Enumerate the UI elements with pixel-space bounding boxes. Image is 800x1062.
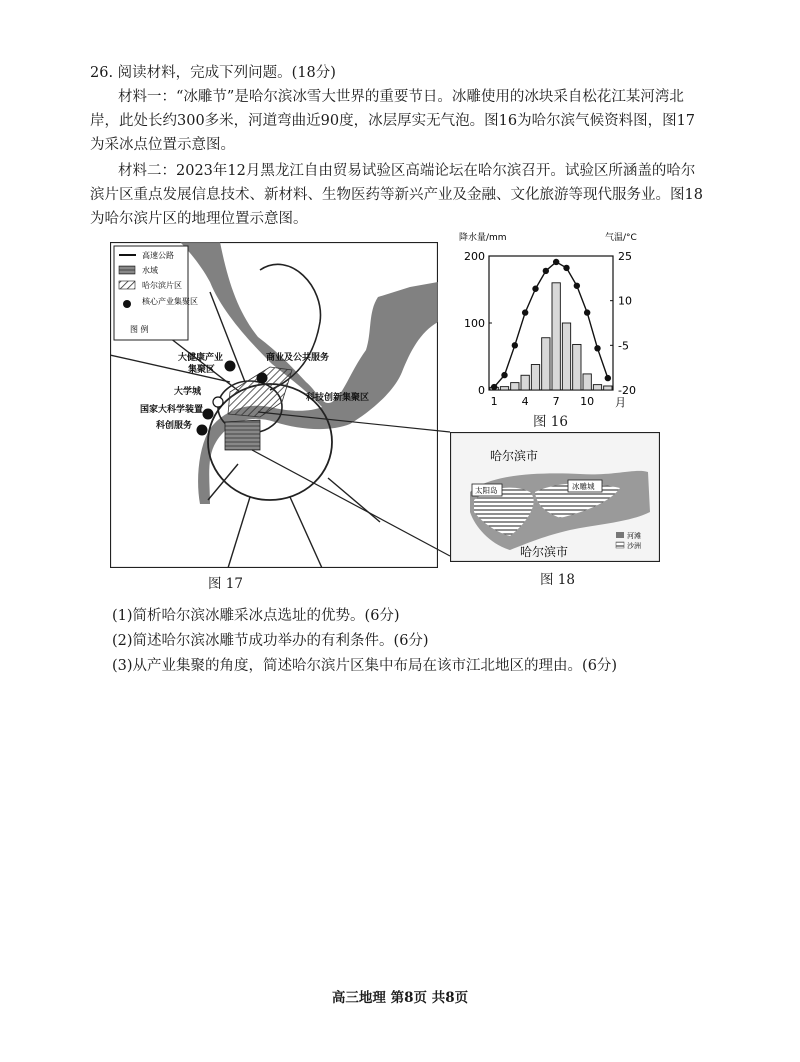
material1-line1: 材料一：“冰雕节”是哈尔滨冰雪大世界的重要节日。冰雕使用的冰块采自松花江某河湾北 bbox=[118, 89, 684, 105]
material2-line2: 滨片区重点发展信息技术、新材料、生物医药等新兴产业及金融、文化旅游等现代服务业。图18 bbox=[90, 187, 703, 203]
fig18-legend-1: 河滩 bbox=[627, 532, 641, 540]
material2-line1: 材料二：2023年12月黑龙江自由贸易试验区高端论坛在哈尔滨召开。试验区所涵盖的哈尔 bbox=[118, 163, 696, 179]
fig17-caption: 图 17 bbox=[208, 576, 243, 592]
right-tick-label: 25 bbox=[618, 250, 632, 263]
legend-highway: 高速公路 bbox=[142, 251, 174, 260]
fig16-left-axis-title: 降水量/mm bbox=[459, 233, 507, 243]
fig18-location-map bbox=[450, 432, 660, 562]
fig16-caption: 图 16 bbox=[533, 414, 568, 430]
legend-zone: 哈尔滨片区 bbox=[142, 281, 182, 290]
sub-question-2: (2)简述哈尔滨冰雕节成功举办的有利条件。(6分) bbox=[112, 633, 429, 649]
x-tick-label: 7 bbox=[552, 395, 560, 408]
left-tick-label: 0 bbox=[478, 384, 485, 397]
x-tick-label: 4 bbox=[521, 395, 529, 408]
fig16-right-axis-title: 气温/°C bbox=[605, 233, 637, 243]
label-bigcity2: 集聚区 bbox=[188, 365, 216, 375]
label-lab: 国家大科学装置 bbox=[140, 405, 204, 415]
fig18-city-bottom: 哈尔滨市 bbox=[520, 545, 569, 559]
label-commerce: 商业及公共服务 bbox=[266, 353, 330, 363]
sub-question-1: (1)简析哈尔滨冰雕采冰点选址的优势。(6分) bbox=[112, 608, 400, 624]
sub-question-3: (3)从产业集聚的角度，简述哈尔滨片区集中布局在该市江北地区的理由。(6分) bbox=[112, 658, 618, 674]
legend-core: 核心产业集聚区 bbox=[142, 297, 198, 306]
label-bigcity: 大健康产业 bbox=[178, 353, 224, 363]
fig18-caption: 图 18 bbox=[540, 572, 575, 588]
right-tick-label: -20 bbox=[618, 384, 636, 397]
x-tick-label: 10 bbox=[580, 395, 595, 408]
right-tick-label: -5 bbox=[618, 339, 629, 353]
label-tech: 科技创新集聚区 bbox=[306, 393, 370, 403]
fig18-city-top: 哈尔滨市 bbox=[490, 449, 539, 463]
x-tick-label: 1 bbox=[490, 395, 498, 408]
material1-line3: 为采冰点位置示意图。 bbox=[90, 137, 235, 153]
fig16-month-unit: 月 bbox=[615, 396, 626, 409]
question-header: 26. 阅读材料，完成下列问题。(18分) bbox=[90, 65, 336, 81]
material1-line2: 岸，此处长约300多米，河道弯曲近90度，冰层厚实无气泡。图16为哈尔滨气候资料图，图17 bbox=[90, 113, 696, 129]
left-tick-label: 100 bbox=[464, 317, 485, 330]
legend-water: 水域 bbox=[142, 266, 158, 275]
fig18-island1: 太阳岛 bbox=[475, 486, 498, 495]
material2-line3: 为哈尔滨片区的地理位置示意图。 bbox=[90, 211, 308, 227]
legend-title: 图 例 bbox=[130, 325, 149, 334]
fig18-legend-2: 沙洲 bbox=[627, 542, 641, 550]
label-university: 大学城 bbox=[174, 387, 202, 397]
right-tick-label: 10 bbox=[618, 294, 632, 308]
label-service: 科创服务 bbox=[156, 421, 193, 431]
left-tick-label: 200 bbox=[464, 250, 485, 263]
fig18-island2: 冰雕城 bbox=[572, 482, 595, 491]
page-footer: 高三地理 第8页 共8页 bbox=[331, 990, 469, 1006]
